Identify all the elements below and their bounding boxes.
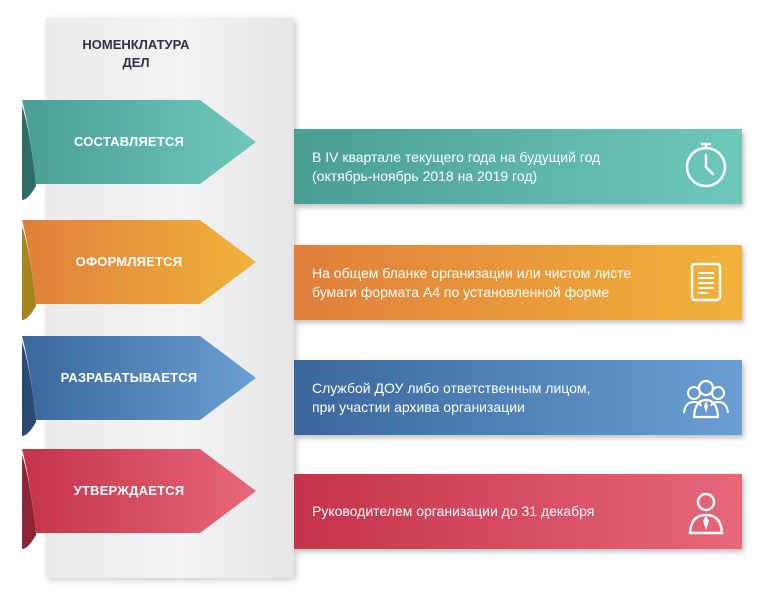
group-icon — [682, 373, 730, 421]
manager-icon — [682, 487, 730, 535]
step-3-label: РАЗРАБАТЫВАЕТСЯ — [60, 370, 198, 385]
title-line-1: НОМЕНКЛАТУРА — [82, 37, 190, 52]
step-1-line-1: В IV квартале текущего года на будущий год — [312, 148, 601, 165]
page-title — [46, 36, 226, 72]
step-2-arrow — [0, 220, 290, 320]
step-3-line-1: Службой ДОУ либо ответственным лицом, — [312, 379, 591, 396]
step-3-description — [312, 360, 682, 435]
step-2-banner — [294, 245, 742, 320]
step-3-line-2: при участии архива организации — [312, 398, 525, 415]
document-icon — [682, 258, 730, 306]
step-4-label: УТВЕРЖДАЕТСЯ — [73, 483, 185, 498]
step-1-description — [312, 129, 682, 204]
step-2-label: ОФОРМЛЯЕТСЯ — [75, 254, 183, 269]
step-4-description — [312, 474, 682, 549]
clock-icon — [682, 142, 730, 190]
step-1-line-2: (октябрь-ноябрь 2018 на 2019 год) — [312, 167, 538, 184]
step-1-arrow — [0, 100, 290, 200]
title-line-2: ДЕЛ — [122, 55, 150, 70]
step-4-arrow — [0, 449, 290, 549]
step-1-label: СОСТАВЛЯЕТСЯ — [73, 134, 185, 149]
step-4-line-1: Руководителем организации до 31 декабря — [312, 503, 595, 519]
step-3-arrow — [0, 336, 290, 436]
step-2-line-1: На общем бланке организации или чистом листе — [312, 264, 632, 281]
step-2-description — [312, 245, 682, 320]
step-3-banner — [294, 360, 742, 435]
step-2-line-2: бумаги формата А4 по установленной форме — [312, 283, 610, 300]
step-1-banner — [294, 129, 742, 204]
step-4-banner — [294, 474, 742, 549]
